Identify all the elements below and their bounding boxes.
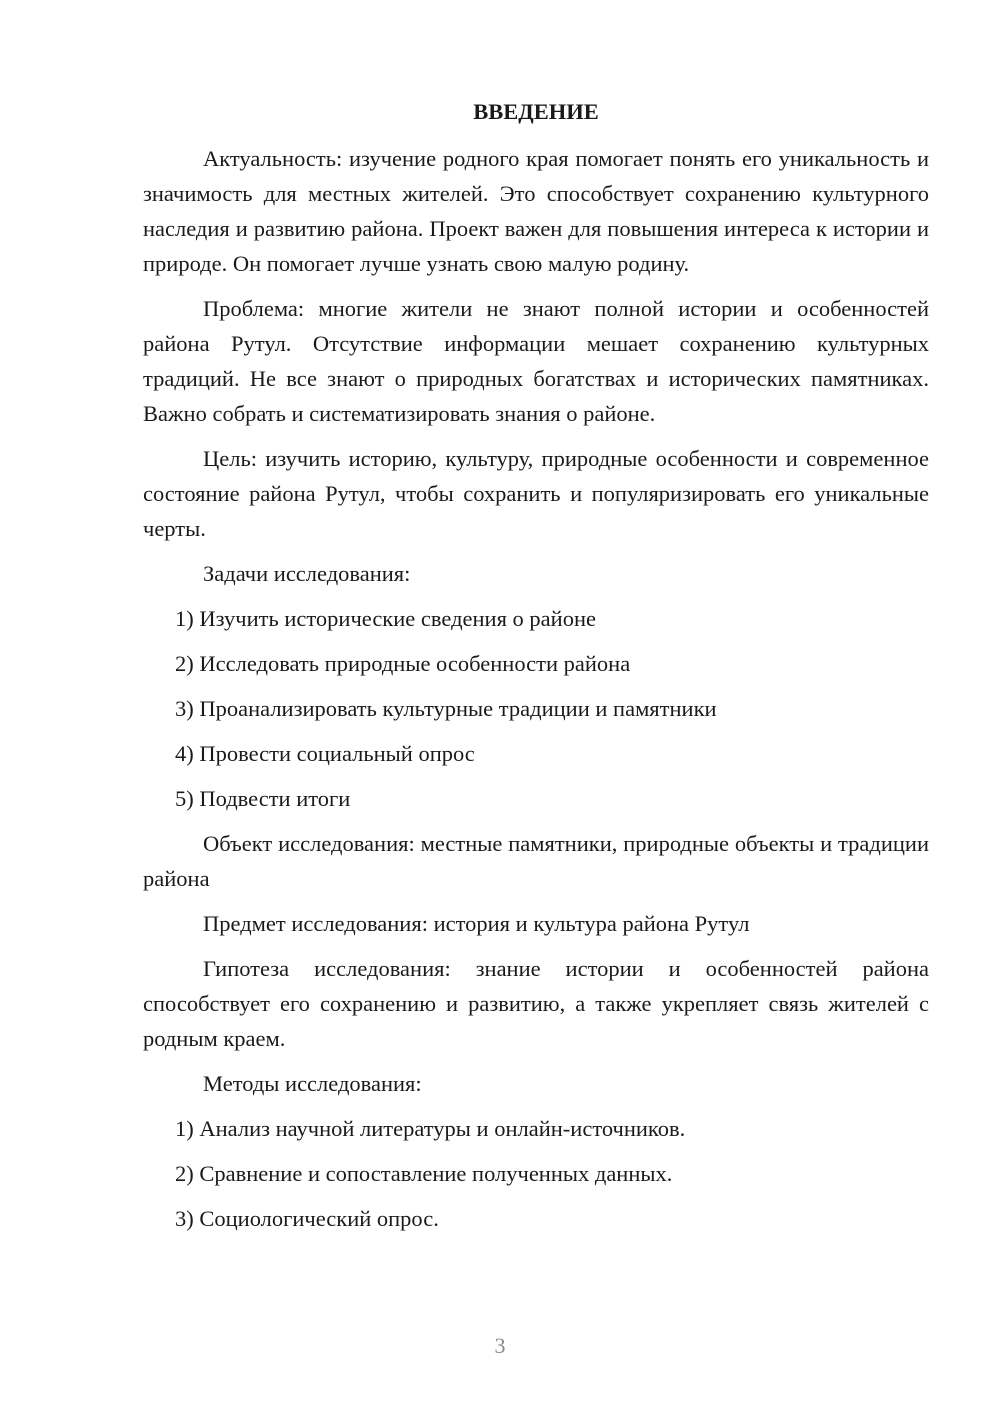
tasks-heading: Задачи исследования:	[203, 561, 411, 586]
method-item: 1) Анализ научной литературы и онлайн-источников.	[175, 1116, 686, 1141]
problem-paragraph: Проблема: многие жители не знают полной истории и особенностей района Рутул. Отсутствие информации мешает сохранению культурных традиций. Не все знают о природных богатствах и исторических памятниках. Важно собрать и систематизировать знания о районе.	[143, 296, 929, 426]
task-item: 2) Исследовать природные особенности района	[175, 651, 631, 676]
subject-paragraph: Предмет исследования: история и культура района Рутул	[203, 911, 750, 936]
page-number: 3	[494, 1333, 506, 1358]
page-title: ВВЕДЕНИЕ	[473, 99, 599, 124]
method-item: 3) Социологический опрос.	[175, 1206, 439, 1231]
task-item: 5) Подвести итоги	[175, 786, 351, 811]
task-item: 1) Изучить исторические сведения о районе	[175, 606, 596, 631]
document-page	[143, 94, 929, 1246]
task-item: 4) Провести социальный опрос	[175, 741, 475, 766]
relevance-paragraph: Актуальность: изучение родного края помогает понять его уникальность и значимость для местных жителей. Это способствует сохранению культурного наследия и развитию района. Проект важен для повышения интереса к истории и природе. Он помогает лучше узнать свою малую родину.	[143, 146, 929, 276]
method-item: 2) Сравнение и сопоставление полученных данных.	[175, 1161, 673, 1186]
object-paragraph: Объект исследования: местные памятники, природные объекты и традиции района	[143, 831, 929, 891]
task-item: 3) Проанализировать культурные традиции и памятники	[175, 696, 717, 721]
hypothesis-paragraph: Гипотеза исследования: знание истории и особенностей района способствует его сохранению и развитию, а также укрепляет связь жителей с родным краем.	[143, 956, 929, 1051]
goal-paragraph: Цель: изучить историю, культуру, природные особенности и современное состояние района Рутул, чтобы сохранить и популяризировать его уникальные черты.	[143, 446, 929, 541]
tasks-list	[143, 601, 929, 816]
methods-heading: Методы исследования:	[203, 1071, 422, 1096]
methods-list	[143, 1111, 929, 1236]
